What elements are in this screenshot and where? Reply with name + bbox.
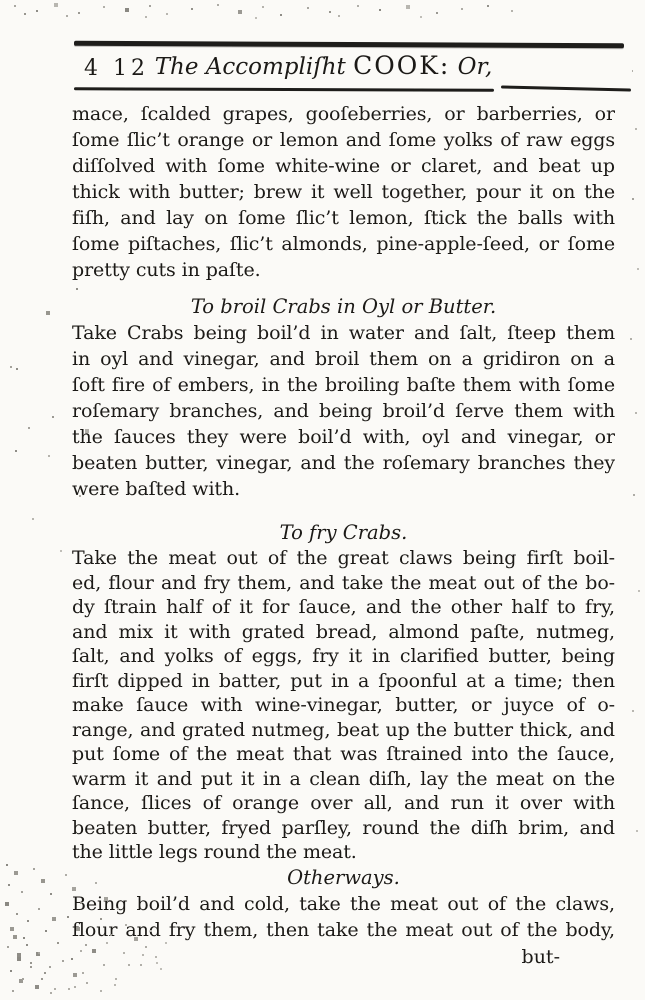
recipe-section-otherways	[72, 865, 615, 943]
header-bottom-rule-right	[501, 85, 631, 91]
scan-noise-bottom-left-lower	[10, 930, 12, 932]
text-line: dy ſtrain half of it for ſauce, and the other half to fry,	[72, 596, 615, 618]
text-line: and mix it with grated bread, almond paſte, nutmeg,	[72, 620, 615, 643]
paragraph-lines	[72, 320, 615, 476]
text-line: ſoft fire of embers, in the broiling baſte them with ſome	[72, 374, 615, 396]
scan-noise-top	[8, 3, 10, 5]
text-line: mace, ſcalded grapes, gooſeberries, or barberries, or	[72, 103, 615, 125]
text-line: make ſauce with wine-vinegar, butter, or juyce of o-	[72, 694, 615, 716]
recipe-section-broil-crabs	[72, 294, 615, 502]
text-line: Being boil’d and cold, take the meat out of the claws,	[72, 892, 615, 915]
section-heading: To fry Crabs.	[279, 521, 408, 544]
text-line: put ſome of the meat that was ſtrained into the ſauce,	[72, 743, 615, 765]
text-line: beaten butter, fryed parſley, round the diſh brim, and	[72, 816, 615, 839]
header-top-rule	[74, 41, 624, 48]
running-title-pre: The Accompliſht	[154, 54, 346, 80]
text-line: diſſolved with ſome white-wine or claret, and beat up	[72, 155, 615, 177]
text-line: roſemary branches, and being broil’d ſerve them with	[72, 400, 615, 422]
text-line: ſalt, and yolks of eggs, fry it in clarified butter, being	[72, 645, 615, 667]
text-line: ed, flour and fry them, and take the meat out of the bo-	[72, 571, 615, 594]
text-line: range, and grated nutmeg, beat up the butter thick, and	[72, 718, 615, 741]
text-line: were baſted with.	[72, 478, 241, 500]
scan-noise-left-margin	[30, 290, 32, 292]
scan-noise-bottom-left	[4, 860, 6, 862]
text-line: the ſauces they were boil’d with, oyl and vinegar, or	[72, 426, 615, 448]
section-heading: Otherways.	[287, 865, 400, 889]
text-line: the little legs round the meat.	[72, 841, 357, 863]
paragraph-lines	[72, 546, 615, 840]
text-line: fiſh, and lay on ſome ſlic’t lemon, ſtick the balls with	[72, 207, 615, 229]
text-line: in oyl and vinegar, and broil them on a gridiron on a	[72, 348, 615, 370]
text-line: warm it and put it in a clean diſh, lay the meat on the	[72, 767, 615, 790]
continuation-paragraph	[72, 101, 615, 283]
text-line: Take the meat out of the great claws being firſt boil-	[72, 547, 615, 569]
catchword: but-	[521, 945, 560, 968]
running-title-post: Or,	[457, 54, 493, 80]
paragraph-lines	[72, 101, 615, 257]
header-bottom-rule-left	[74, 87, 494, 91]
text-line: firſt dipped in batter, put in a ſpoonful at a time; then	[72, 669, 615, 692]
recipe-section-fry-crabs	[72, 520, 615, 865]
text-line: ſome piſtaches, ſlic’t almonds, pine-apple-ſeed, or ſome	[72, 233, 615, 255]
text-line: ſance, ſlices of orange over all, and run it over with	[72, 792, 615, 814]
page-text	[72, 101, 615, 970]
text-line: pretty cuts in paſte.	[72, 259, 261, 281]
scan-noise-right-margin	[630, 70, 632, 72]
running-title	[72, 51, 615, 80]
running-title-main: COOK:	[353, 51, 451, 80]
text-line: Take Crabs being boil’d in water and ſalt, ſteep them	[72, 322, 615, 344]
section-heading: To broil Crabs in Oyl or Butter.	[190, 295, 497, 318]
running-header	[72, 51, 615, 85]
text-line: thick with butter; brew it well together, pour it on the	[72, 181, 615, 203]
text-line: flour and fry them, then take the meat out of the body,	[72, 918, 615, 941]
page-number: 4 12	[84, 56, 149, 81]
text-line: beaten butter, vinegar, and the roſemary branches they	[72, 452, 615, 474]
paragraph-lines	[72, 891, 615, 943]
text-line: ſome ſlic’t orange or lemon and ſome yolks of raw eggs	[72, 129, 615, 151]
